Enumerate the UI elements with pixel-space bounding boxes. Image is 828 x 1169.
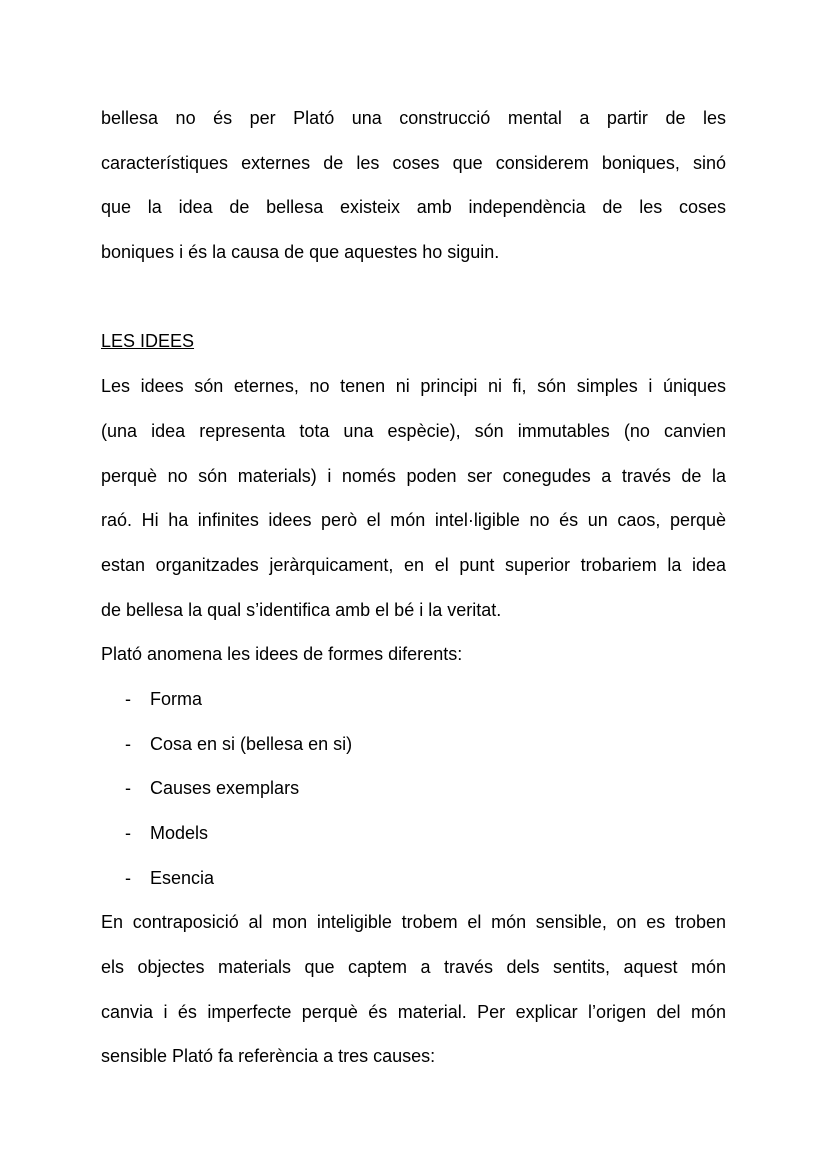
list-item xyxy=(101,856,726,901)
list-item-text: Cosa en si (bellesa en si) xyxy=(150,733,353,754)
document-page xyxy=(101,96,726,1079)
intro-paragraph xyxy=(101,96,726,275)
text-line: boniques i és la causa de que aquestes ho siguin. xyxy=(101,242,500,263)
list-item-text: Causes exemplars xyxy=(150,778,300,799)
list-dash: - xyxy=(125,688,131,709)
blank-line xyxy=(101,275,726,320)
text-line: els objectes materials que captem a través dels sentits, aquest món xyxy=(101,957,726,978)
list-item-text: Forma xyxy=(150,688,203,709)
text-line: (una idea representa tota una espècie), són immutables (no canvien xyxy=(101,420,726,441)
ideas-paragraph xyxy=(101,364,726,632)
list-dash: - xyxy=(125,778,131,799)
text-line: En contraposició al mon inteligible trobem el món sensible, on es troben xyxy=(101,912,726,933)
list-item xyxy=(101,766,726,811)
text-line: canvia i és imperfecte perquè és material. Per explicar l’origen del món xyxy=(101,1001,726,1022)
text-line: perquè no són materials) i només poden ser conegudes a través de la xyxy=(101,465,726,486)
text-line: raó. Hi ha infinites idees però el món intel·ligible no és un caos, perquè xyxy=(101,510,726,531)
list-item xyxy=(101,677,726,722)
list-item-text: Esencia xyxy=(150,867,215,888)
text-line: que la idea de bellesa existeix amb independència de les coses xyxy=(101,197,726,218)
list-item-text: Models xyxy=(150,823,209,843)
list-dash: - xyxy=(125,867,131,888)
text-line: bellesa no és per Plató una construcció mental a partir de les xyxy=(101,108,726,128)
sensible-world-paragraph xyxy=(101,900,726,1079)
forms-list xyxy=(101,677,726,900)
text-line: característiques externes de les coses que considerem boniques, sinó xyxy=(101,152,726,173)
section-heading: LES IDEES xyxy=(101,331,195,352)
text-line: Les idees són eternes, no tenen ni principi ni fi, són simples i úniques xyxy=(101,376,726,397)
text-line: estan organitzades jeràrquicament, en el punt superior trobariem la idea xyxy=(101,554,726,575)
list-dash: - xyxy=(125,733,131,754)
list-item xyxy=(101,722,726,767)
list-intro: Plató anomena les idees de formes diferents: xyxy=(101,644,463,665)
list-dash: - xyxy=(125,823,131,843)
text-line: de bellesa la qual s’identifica amb el bé i la veritat. xyxy=(101,599,502,620)
list-item xyxy=(101,811,726,856)
text-line: sensible Plató fa referència a tres causes: xyxy=(101,1046,436,1067)
